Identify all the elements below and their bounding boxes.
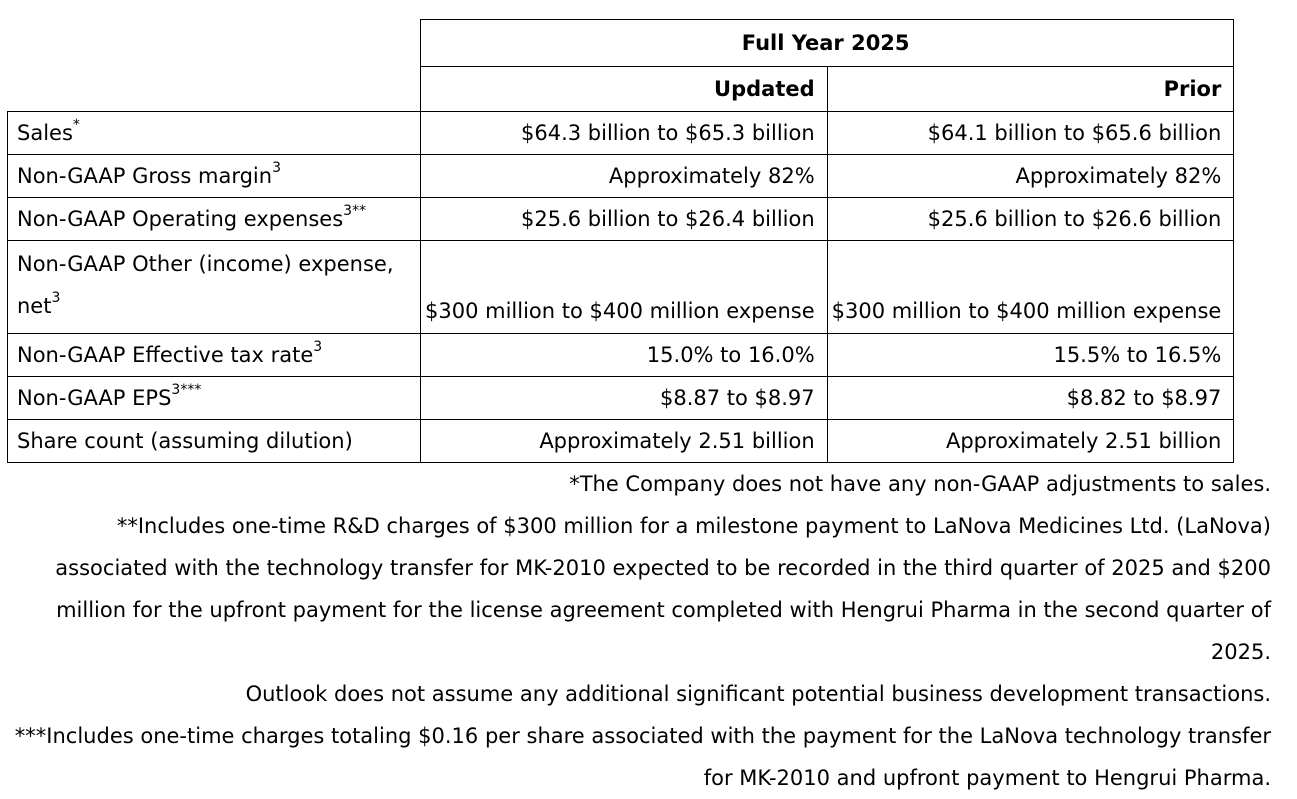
footnote-mark: * bbox=[72, 117, 80, 133]
row-label: Non-GAAP Operating expenses$^{3**}$ bbox=[8, 198, 421, 241]
footnotes bbox=[10, 463, 1271, 799]
table-row-other-expense bbox=[8, 241, 1234, 334]
guidance-table bbox=[7, 19, 1234, 463]
footnote-eps: ***Includes one-time charges totaling $0.16 per share associated with the payment for the LaNova technology transfer for MK-2010 and upfront payment to Hengrui Pharma. bbox=[14, 724, 1271, 790]
footnote-sales: *The Company does not have any non-GAAP adjustments to sales. bbox=[569, 472, 1271, 496]
header-updated: Updated bbox=[421, 67, 828, 112]
header-blank-cell bbox=[8, 20, 421, 112]
row-value-updated: Approximately 82% bbox=[421, 155, 828, 198]
row-label: Non-GAAP Effective tax rate$^3$ bbox=[8, 334, 421, 377]
footnote-outlook: Outlook does not assume any additional significant potential business development transactions. bbox=[245, 682, 1271, 706]
table-row-operating-expenses bbox=[8, 198, 1234, 241]
row-label: Non-GAAP Other (income) expense, net$^3$ bbox=[8, 241, 421, 334]
row-value-updated: $8.87 to $8.97 bbox=[421, 377, 828, 420]
table-row-tax-rate bbox=[8, 334, 1234, 377]
row-label: Non-GAAP Gross margin$^3$ bbox=[8, 155, 421, 198]
row-value-prior: Approximately 2.51 billion bbox=[827, 420, 1234, 463]
header-prior: Prior bbox=[827, 67, 1234, 112]
guidance-table-wrapper bbox=[7, 19, 1234, 463]
table-row-share-count bbox=[8, 420, 1234, 463]
table-row-gross-margin bbox=[8, 155, 1234, 198]
table-row-eps bbox=[8, 377, 1234, 420]
row-value-updated: $25.6 billion to $26.4 billion bbox=[421, 198, 828, 241]
row-value-updated: 15.0% to 16.0% bbox=[421, 334, 828, 377]
row-value-updated: $64.3 billion to $65.3 billion bbox=[421, 112, 828, 155]
footnote-mark: 3 bbox=[313, 339, 323, 355]
footnote-mark: 3** bbox=[343, 203, 367, 219]
footnote-mark: 3*** bbox=[171, 382, 202, 398]
table-row-sales bbox=[8, 112, 1234, 155]
row-value-prior: $8.82 to $8.97 bbox=[827, 377, 1234, 420]
row-label: Share count (assuming dilution) bbox=[8, 420, 421, 463]
row-value-updated: $300 million to $400 million expense bbox=[421, 241, 828, 334]
row-value-prior: Approximately 82% bbox=[827, 155, 1234, 198]
row-label: Sales* bbox=[8, 112, 421, 155]
row-value-prior: $25.6 billion to $26.6 billion bbox=[827, 198, 1234, 241]
row-label: Non-GAAP $EPS^{3***}$ bbox=[8, 377, 421, 420]
footnote-mark: 3 bbox=[272, 160, 281, 176]
row-value-prior: $64.1 billion to $65.6 billion bbox=[827, 112, 1234, 155]
header-row-period bbox=[8, 20, 1234, 67]
row-value-updated: Approximately 2.51 billion bbox=[421, 420, 828, 463]
row-value-prior: $300 million to $400 million expense bbox=[827, 241, 1234, 334]
row-value-prior: 15.5% to 16.5% bbox=[827, 334, 1234, 377]
header-period: Full Year 2025 bbox=[421, 20, 1234, 67]
footnote-mark: 3 bbox=[51, 290, 61, 306]
footnote-opex: **Includes one-time R&D charges of $300 million for a milestone payment to LaNova Medicines Ltd. (LaNova) associated with the technology transfer for MK-2010 expected to be recorded in the third quarter of 2025 and $200 million for the upfront payment for the license agreement completed with Hengrui Pharma in the second quarter of 2025. bbox=[55, 514, 1271, 664]
